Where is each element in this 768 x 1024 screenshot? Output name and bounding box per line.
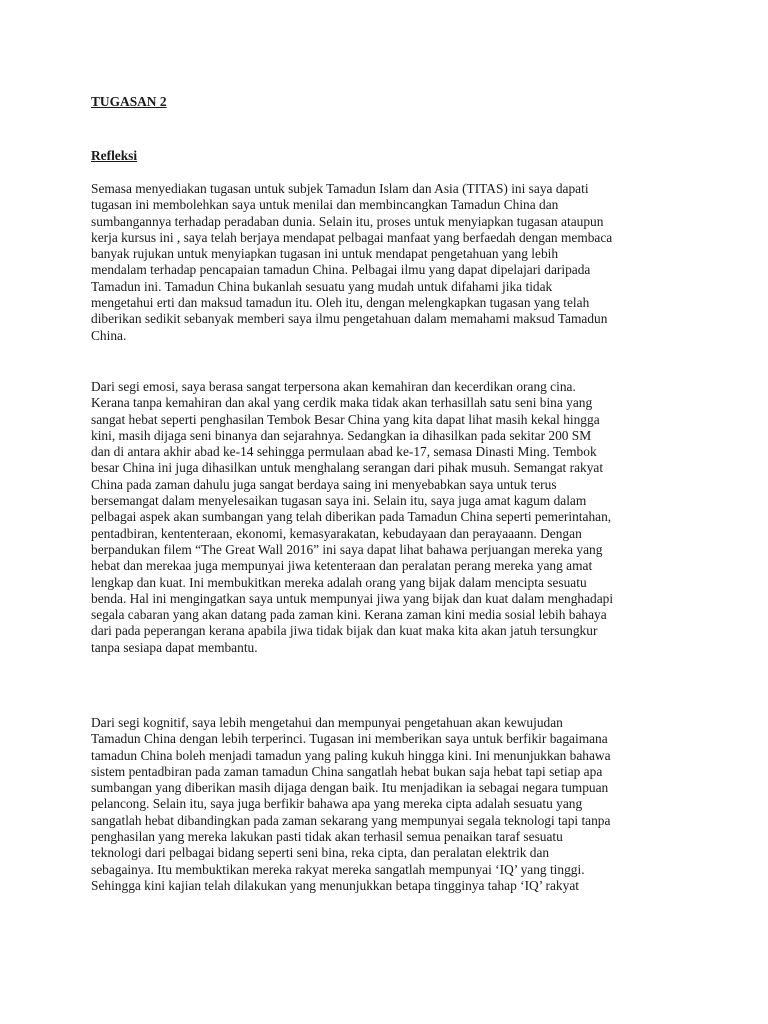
text-line: tugasan ini membolehkan saya untuk menilai dan membincangkan Tamadun China dan bbox=[91, 197, 559, 213]
text-line: banyak rujukan untuk menyiapkan tugasan ini untuk mendapat pengetahuan yang lebih bbox=[91, 246, 559, 262]
text-line: segala cabaran yang akan datang pada zaman kini. Kerana zaman kini media sosial lebih bahaya bbox=[91, 607, 607, 623]
text-line: mendalam terhadap pencapaian tamadun China. Pelbagai ilmu yang dapat dipelajari daripada bbox=[91, 262, 591, 278]
text-line: Dari segi kognitif, saya lebih mengetahui dan mempunyai pengetahuan akan kewujudan bbox=[91, 715, 563, 730]
text-line: kini, masih dijaga seni binanya dan sejarahnya. Sedangkan ia dihasilkan pada sekitar 200 SM bbox=[91, 427, 592, 443]
text-line: lengkap dan kuat. Ini membukitkan mereka adalah orang yang bijak dalam mencipta sesuatu bbox=[91, 574, 587, 590]
text-line: sebagainya. Itu membuktikan mereka rakyat mereka sangatlah mempunyai ‘IQ’ yang tinggi. bbox=[91, 861, 585, 877]
text-line: bersemangat dalam menyelesaikan tugasan saya ini. Selain itu, saya juga amat kagum dalam bbox=[91, 493, 587, 509]
text-line: teknologi dari pelbagai bidang seperti seni bina, reka cipta, dan peralatan elektrik dan bbox=[91, 845, 550, 861]
text-line: sumbangan yang diberikan masih dijaga dengan baik. Itu menjadikan ia sebagai negara tumpuan bbox=[91, 780, 609, 796]
text-line: kerja kursus ini , saya telah berjaya mendapat pelbagai manfaat yang berfaedah dengan membaca bbox=[91, 229, 613, 245]
text-line: sistem pentadbiran pada zaman tamadun China sangatlah hebat bukan saja hebat tapi setiap apa bbox=[91, 763, 603, 779]
text-line: Semasa menyediakan tugasan untuk subjek Tamadun Islam dan Asia (TITAS) ini saya dapati bbox=[91, 181, 589, 196]
text-line: sumbangannya terhadap peradaban dunia. Selain itu, proses untuk menyiapkan tugasan ataupun bbox=[91, 213, 604, 229]
text-line: Tamadun China dengan lebih terperinci. Tugasan ini memberikan saya untuk berfikir bagaimana bbox=[91, 731, 608, 747]
text-line: tamadun China boleh menjadi tamadun yang paling kukuh hingga kini. Ini menunjukkan bahawa bbox=[91, 747, 611, 763]
text-line: benda. Hal ini mengingatkan saya untuk mempunyai jiwa yang bijak dan kuat dalam menghadapi bbox=[91, 590, 614, 606]
text-line: berpandukan filem “The Great Wall 2016” ini saya dapat lihat bahawa perjuangan mereka yang bbox=[91, 541, 603, 557]
paragraph-introduction bbox=[91, 181, 691, 344]
text-line: hebat dan merekaa juga mempunyai jiwa ketenteraan dan peralatan perang mereka yang amat bbox=[91, 558, 593, 574]
text-line: Tamadun ini. Tamadun China bukanlah sesuatu yang mudah untuk difahami jika tidak bbox=[91, 278, 553, 294]
text-line: pelbagai aspek akan sumbangan yang telah diberikan pada Tamadun China seperti pemerintahan, bbox=[91, 509, 612, 525]
text-line: Dari segi emosi, saya berasa sangat terpersona akan kemahiran dan kecerdikan orang cina. bbox=[91, 379, 576, 394]
text-line: pentadbiran, kententeraan, ekonomi, kemasyarakatan, kebudayaan dan perayaaann. Dengan bbox=[91, 525, 582, 541]
section-heading-refleksi: Refleksi bbox=[91, 148, 138, 163]
text-line: Sehingga kini kajian telah dilakukan yang menunjukkan betapa tingginya tahap ‘IQ’ rakyat bbox=[91, 877, 579, 893]
paragraph-emotion bbox=[91, 379, 691, 656]
text-line: China pada zaman dahulu juga sangat berdaya saing ini menyebabkan saya untuk terus bbox=[91, 476, 557, 492]
text-line: mengetahui erti dan maksud tamadun itu. Oleh itu, dengan melengkapkan tugasan yang telah bbox=[91, 295, 590, 311]
text-line: diberikan sedikit sebanyak memberi saya ilmu pengetahuan dalam memahami maksud Tamadun bbox=[91, 311, 608, 327]
text-line: China. bbox=[91, 327, 127, 343]
text-line: Kerana tanpa kemahiran dan akal yang cerdik maka tidak akan terhasillah satu seni bina yang bbox=[91, 395, 593, 411]
text-line: dari pada peperangan kerana apabila jiwa tidak bijak dan kuat maka kita akan jatuh tersungkur bbox=[91, 623, 598, 639]
text-line: sangat hebat seperti penghasilan Tembok Besar China yang kita dapat lihat masih kekal hingga bbox=[91, 411, 600, 427]
document-title: TUGASAN 2 bbox=[91, 94, 167, 109]
paragraph-cognitive bbox=[91, 715, 691, 894]
text-line: tanpa sesiapa dapat membantu. bbox=[91, 639, 258, 655]
text-line: pelancong. Selain itu, saya juga berfikir bahawa apa yang mereka cipta adalah sesuatu yang bbox=[91, 796, 583, 812]
text-line: penghasilan yang mereka lakukan pasti tidak akan terhasil semua penaikan taraf sesuatu bbox=[91, 829, 563, 845]
text-line: sangatlah hebat dibandingkan pada zaman sekarang yang mempunyai segala teknologi tapi tanpa bbox=[91, 812, 611, 828]
text-line: besar China ini juga dihasilkan untuk menghalang serangan dari pihak musuh. Semangat rakyat bbox=[91, 460, 604, 476]
text-line: dan di antara akhir abad ke-14 sehingga permulaan abad ke-17, semasa Dinasti Ming. Tembok bbox=[91, 444, 597, 460]
